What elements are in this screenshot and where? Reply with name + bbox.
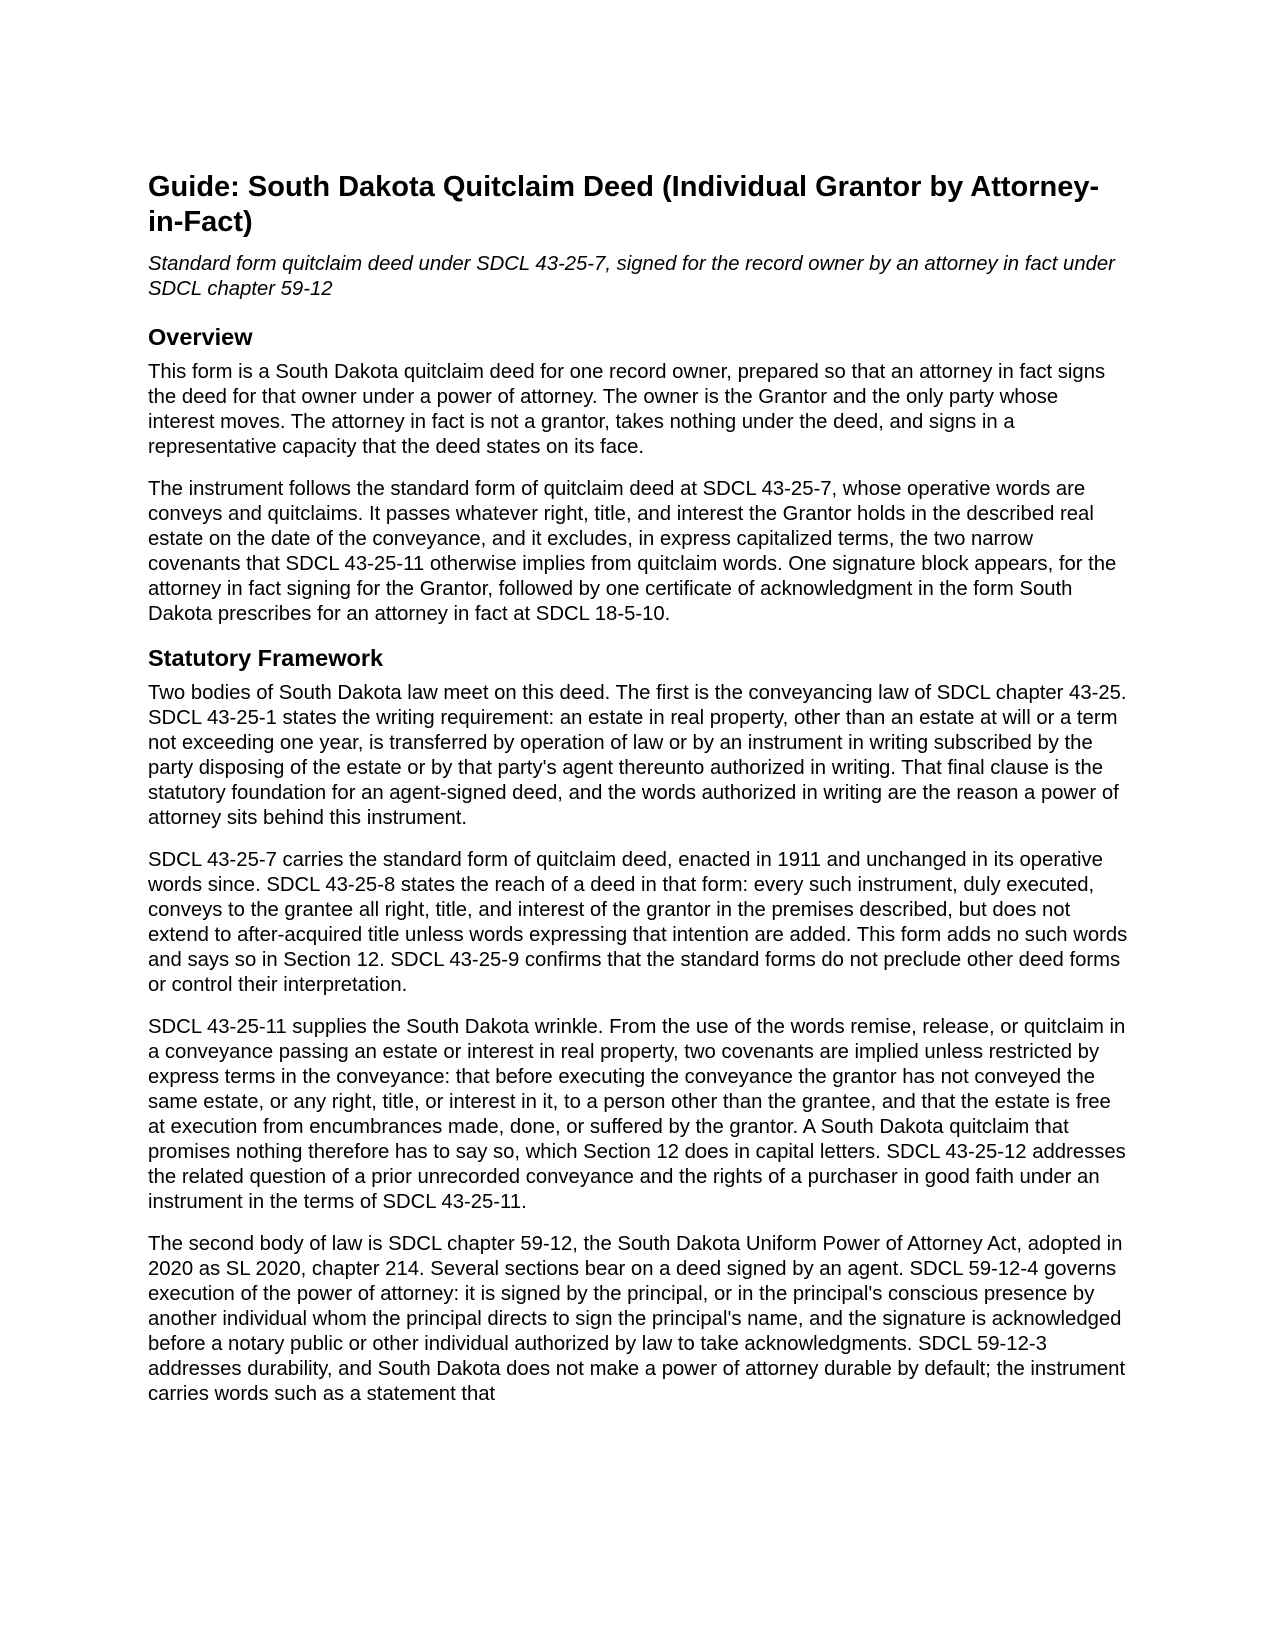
body-paragraph: The second body of law is SDCL chapter 59-12, the South Dakota Uniform Power of Attorney Act, adopted in 2020 as SL 2020, chapter 214. Several sections bear on a deed signed by an agent. SDCL 59-12-4 governs execution of the power of attorney: it is signed by the principal, or in the principal's conscious presence by another individual whom the principal directs to sign the principal's name, and the signature is acknowledged before a notary public or other individual authorized by law to take acknowledgments. SDCL 59-12-3 addresses durability, and South Dakota does not make a power of attorney durable by default; the instrument carries words such as a statement that bbox=[148, 1233, 1126, 1405]
body-paragraph: Two bodies of South Dakota law meet on this deed. The first is the conveyancing law of SDCL chapter 43-25. SDCL 43-25-1 states the writing requirement: an estate in real property, other than an estate at will or a term not exceeding one year, is transferred by operation of law or by an instrument in writing subscribed by the party disposing of the estate or by that party's agent thereunto authorized in writing. That final clause is the statutory foundation for an agent-signed deed, and the words authorized in writing are the reason a power of attorney sits behind this instrument. bbox=[148, 682, 1127, 829]
document-page bbox=[148, 170, 1128, 1424]
section-heading: Statutory Framework bbox=[148, 645, 384, 671]
document-title: Guide: South Dakota Quitclaim Deed (Individual Grantor by Attorney-in-Fact) bbox=[148, 171, 1100, 238]
section-heading: Overview bbox=[148, 324, 253, 350]
body-paragraph: SDCL 43-25-7 carries the standard form of quitclaim deed, enacted in 1911 and unchanged in its operative words since. SDCL 43-25-8 states the reach of a deed in that form: every such instrument, duly executed, conveys to the grantee all right, title, and interest of the grantor in the premises described, but does not extend to after-acquired title unless words expressing that intention are added. This form adds no such words and says so in Section 12. SDCL 43-25-9 confirms that the standard forms do not preclude other deed forms or control their interpretation. bbox=[148, 849, 1128, 996]
section-overview bbox=[148, 323, 1128, 627]
section-statutory-framework bbox=[148, 644, 1128, 1407]
body-paragraph: SDCL 43-25-11 supplies the South Dakota wrinkle. From the use of the words remise, release, or quitclaim in a conveyance passing an estate or interest in real property, two covenants are implied unless restricted by express terms in the conveyance: that before executing the conveyance the grantor has not conveyed the same estate, or any right, title, or interest in it, to a person other than the grantee, and that the estate is free at execution from encumbrances made, done, or suffered by the grantor. A South Dakota quitclaim that promises nothing therefore has to say so, which Section 12 does in capital letters. SDCL 43-25-12 addresses the related question of a prior unrecorded conveyance and the rights of a purchaser in good faith under an instrument in the terms of SDCL 43-25-11. bbox=[148, 1016, 1126, 1213]
document-subtitle: Standard form quitclaim deed under SDCL 43-25-7, signed for the record owner by an attorney in fact under SDCL chapter 59-12 bbox=[148, 253, 1115, 300]
body-paragraph: This form is a South Dakota quitclaim deed for one record owner, prepared so that an attorney in fact signs the deed for that owner under a power of attorney. The owner is the Grantor and the only party whose interest moves. The attorney in fact is not a grantor, takes nothing under the deed, and signs in a representative capacity that the deed states on its face. bbox=[148, 361, 1106, 458]
body-paragraph: The instrument follows the standard form of quitclaim deed at SDCL 43-25-7, whose operative words are conveys and quitclaims. It passes whatever right, title, and interest the Grantor holds in the described real estate on the date of the conveyance, and it excludes, in express capitalized terms, the two narrow covenants that SDCL 43-25-11 otherwise implies from quitclaim words. One signature block appears, for the attorney in fact signing for the Grantor, followed by one certificate of acknowledgment in the form South Dakota prescribes for an attorney in fact at SDCL 18-5-10. bbox=[148, 478, 1117, 625]
